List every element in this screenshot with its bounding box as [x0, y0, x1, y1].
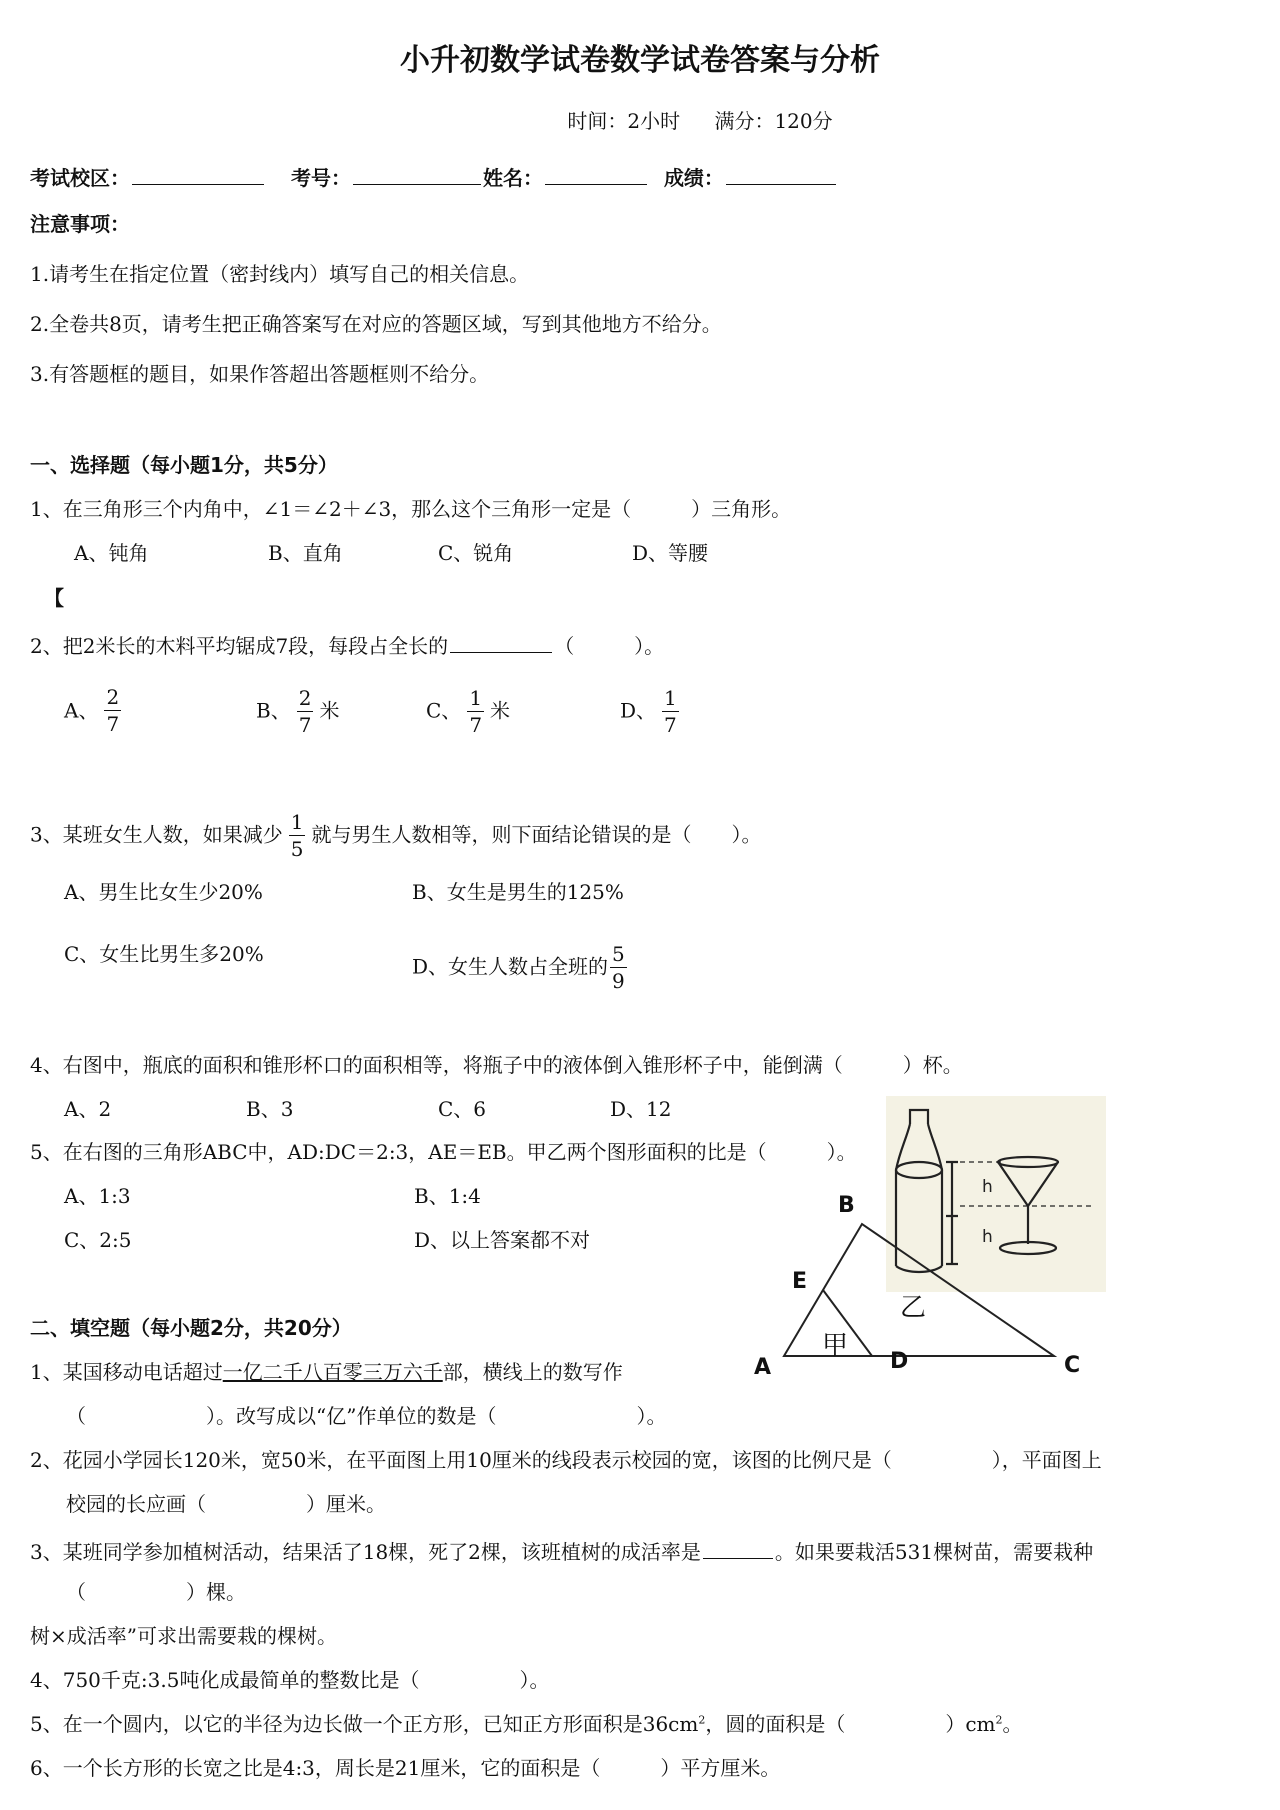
score-label: 成绩： — [663, 166, 724, 190]
q1-2-text: 2、把2米长的木料平均锯成7段，每段占全长的 （ ）。 — [30, 634, 665, 658]
option-a[interactable]: A、 $\frac{2}{7}$ — [64, 685, 120, 736]
q2-2-line1: 2、花园小学园长120米，宽50米，在平面图上用10厘米的线段表示校园的宽，该图的比例尺是（ ），平面图上 — [30, 1448, 1102, 1472]
notes-heading: 注意事项： — [30, 212, 130, 236]
option[interactable]: C、女生比男生多20% — [64, 942, 264, 966]
page-title: 小升初数学试卷数学试卷答案与分析 — [400, 43, 880, 78]
bottle-h-label: h — [982, 1227, 993, 1247]
option[interactable]: D、女生人数占全班的 $\frac{5}{9}$ — [412, 942, 625, 993]
score-field[interactable] — [726, 164, 836, 185]
option-b[interactable]: B、 $\frac{2}{7}$ 米 — [256, 686, 340, 737]
option[interactable]: D、等腰 — [632, 541, 709, 565]
option[interactable]: B、1:4 — [414, 1184, 481, 1208]
option[interactable]: B、直角 — [268, 541, 343, 565]
name-label: 姓名： — [482, 166, 543, 190]
option[interactable]: C、6 — [438, 1097, 487, 1121]
answer-blank[interactable] — [450, 632, 552, 653]
label-E: E — [792, 1269, 808, 1294]
label-C: C — [1064, 1353, 1081, 1378]
option[interactable]: B、3 — [246, 1097, 294, 1121]
full-score-label: 满分：120分 — [714, 109, 833, 133]
q2-2-line2: 校园的长应画（ ）厘米。 — [66, 1492, 386, 1516]
number-field[interactable] — [353, 164, 481, 185]
section2-heading: 二、填空题（每小题2分，共20分） — [30, 1316, 352, 1340]
note-item: 3.有答题框的题目，如果作答超出答题框则不给分。 — [30, 362, 490, 386]
triangle-figure — [740, 1176, 1100, 1388]
option[interactable]: A、2 — [64, 1097, 112, 1121]
school-label: 考试校区： — [30, 166, 130, 190]
region-jia: 甲 — [822, 1331, 849, 1361]
exam-meta — [0, 111, 1280, 131]
q2-1-line2: （ ）。改写成以“亿”作单位的数是（ ）。 — [66, 1404, 667, 1428]
number-label: 考号： — [290, 166, 351, 190]
name-field[interactable] — [545, 164, 647, 185]
q2-1-text: 1、某国移动电话超过一亿二千八百零三万六千部，横线上的数写作 — [30, 1360, 623, 1384]
label-B: B — [838, 1193, 855, 1218]
option[interactable]: C、2:5 — [64, 1228, 132, 1252]
q2-3-line2: （ ）棵。 — [66, 1580, 246, 1604]
note-item: 2.全卷共8页，请考生把正确答案写在对应的答题区域，写到其他地方不给分。 — [30, 312, 722, 336]
option[interactable]: A、男生比女生少20% — [64, 880, 263, 904]
note-item: 1.请考生在指定位置（密封线内）填写自己的相关信息。 — [30, 262, 530, 286]
q2-5-text: 5、在一个圆内，以它的半径为边长做一个正方形，已知正方形面积是$36cm^2$，圆的面积是（ ）$cm^2$。 — [30, 1712, 1023, 1736]
stray-bracket: 【 — [44, 586, 64, 610]
q2-6-text: 6、一个长方形的长宽之比是4:3，周长是21厘米，它的面积是（ ）平方厘米。 — [30, 1756, 781, 1780]
q2-3-line1: 3、某班同学参加植树活动，结果活了18棵，死了2棵，该班植树的成活率是 。如果要栽活531棵树苗，需要栽种 — [30, 1540, 1094, 1564]
option-c[interactable]: C、 $\frac{1}{7}$ 米 — [426, 686, 511, 737]
q1-5-text: 5、在右图的三角形ABC中，AD:DC＝2:3，AE＝EB。甲乙两个图形面积的比是（ ）。 — [30, 1140, 857, 1164]
region-yi: 乙 — [900, 1293, 927, 1323]
q1-1-text: 1、在三角形三个内角中，∠1＝∠2＋∠3，那么这个三角形一定是（ ）三角形。 — [30, 497, 792, 521]
label-D: D — [890, 1349, 909, 1374]
answer-blank[interactable] — [703, 1538, 773, 1559]
section1-heading: 一、选择题（每小题1分，共5分） — [30, 453, 338, 477]
option[interactable]: D、12 — [610, 1097, 672, 1121]
q2-4-text: 4、750千克:3.5吨化成最简单的整数比是（ ）。 — [30, 1668, 550, 1692]
time-label: 时间：2小时 — [567, 109, 681, 133]
option[interactable]: C、锐角 — [438, 541, 514, 565]
option[interactable]: D、以上答案都不对 — [414, 1228, 591, 1252]
bottle-h-label: h — [982, 1177, 993, 1197]
option[interactable]: A、1:3 — [64, 1184, 131, 1208]
label-A: A — [754, 1355, 772, 1380]
q1-4-text: 4、右图中，瓶底的面积和锥形杯口的面积相等，将瓶子中的液体倒入锥形杯子中，能倒满（ ）杯。 — [30, 1053, 963, 1077]
school-field[interactable] — [132, 164, 264, 185]
student-info-line — [30, 164, 838, 188]
underlined-number: 一亿二千八百零三万六千 — [222, 1360, 443, 1384]
q2-3-line3: 树×成活率”可求出需要栽的棵树。 — [30, 1624, 337, 1648]
option[interactable]: B、女生是男生的125% — [412, 880, 624, 904]
q1-3-text: 3、某班女生人数，如果减少 $\frac{1}{5}$ 就与男生人数相等，则下面结论错误的是（ ）。 — [30, 810, 762, 861]
option[interactable]: A、钝角 — [74, 541, 149, 565]
option-d[interactable]: D、 $\frac{1}{7}$ — [620, 686, 677, 737]
